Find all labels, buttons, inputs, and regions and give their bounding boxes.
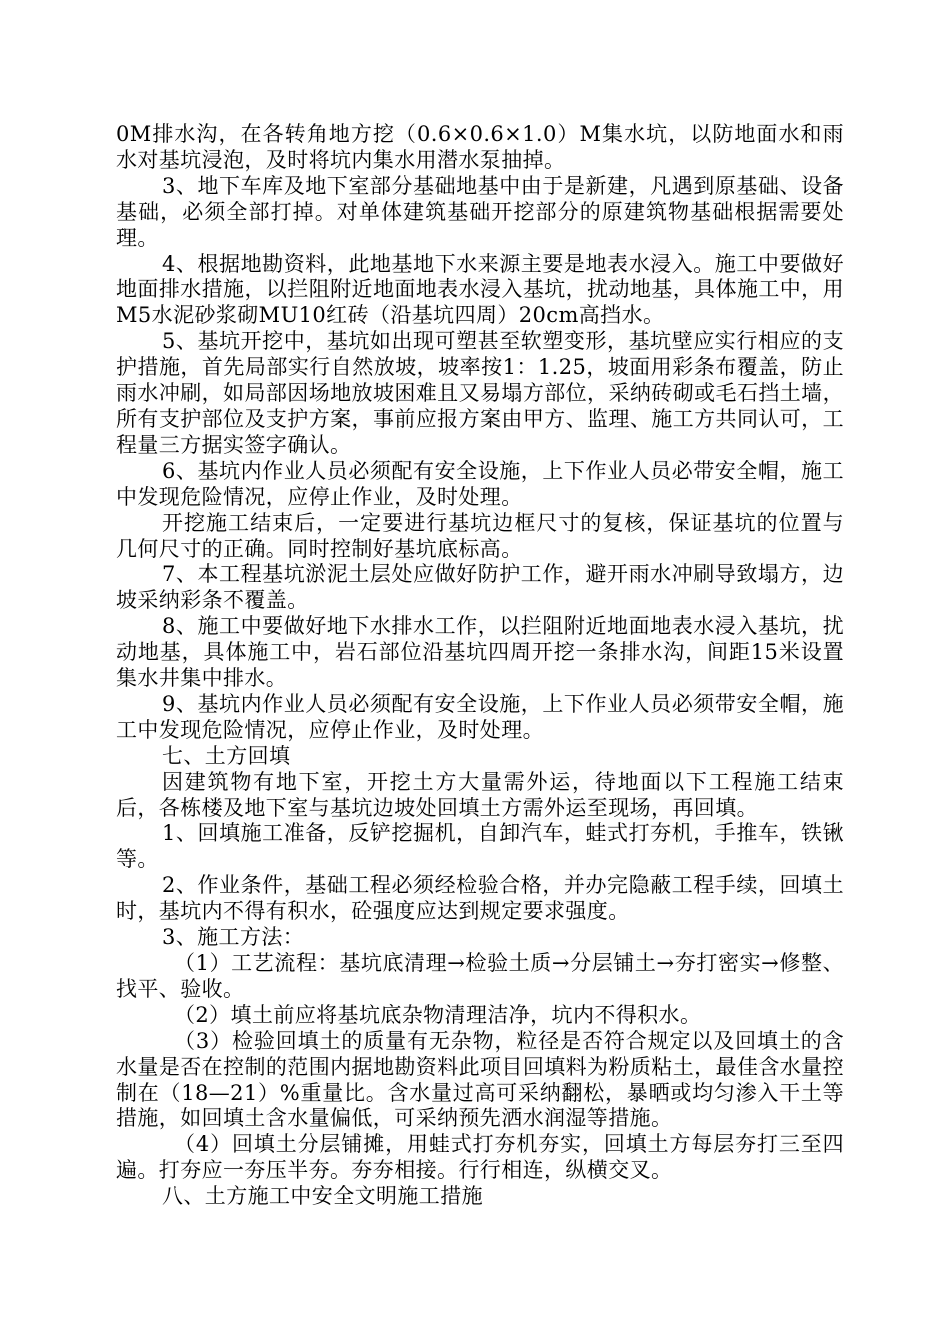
section-heading-safety: 八、土方施工中安全文明施工措施 xyxy=(162,1184,483,1209)
paragraph-method-3: （3）检验回填土的质量有无杂物，粒径是否符合规定以及回填土的含水量是否在控制的范围内据地勘资料此项目回填料为粉质粘土，最佳含水量控制在（18—21）%重量比。含水量过高可采纳翻松，暴晒或均匀渗入干土等措施，如回填土含水量偏低，可采纳预先洒水润湿等措施。 xyxy=(116,1028,844,1131)
paragraph-excavation-end: 开挖施工结束后，一定要进行基坑边框尺寸的复核，保证基坑的位置与几何尺寸的正确。同时控制好基坑底标高。 xyxy=(116,510,844,561)
paragraph-item-4: 4、根据地勘资料，此地基地下水来源主要是地表水浸入。施工中要做好地面排水措施，以拦阻附近地面地表水浸入基坑，扰动地基，具体施工中，用M5水泥砂浆砌MU10红砖（沿基坑四周）20cm高挡水。 xyxy=(116,251,844,328)
paragraph-backfill-intro: 因建筑物有地下室，开挖土方大量需外运，待地面以下工程施工结束后，各栋楼及地下室与基坑边坡处回填土方需外运至现场，再回填。 xyxy=(116,769,844,820)
paragraph-item-8: 8、施工中要做好地下水排水工作，以拦阻附近地面地表水浸入基坑，扰动地基，具体施工中，岩石部位沿基坑四周开挖一条排水沟，间距15米设置集水井集中排水。 xyxy=(116,614,844,691)
paragraph-item-7: 7、本工程基坑淤泥土层处应做好防护工作，避开雨水冲刷导致塌方，边坡采纳彩条不覆盖。 xyxy=(116,562,844,613)
section-heading-backfill: 七、土方回填 xyxy=(162,743,291,768)
paragraph-method-2: （2）填土前应将基坑底杂物清理洁净，坑内不得积水。 xyxy=(174,1002,702,1027)
paragraph-drainage-continued: 0M排水沟，在各转角地方挖（0.6×0.6×1.0）M集水坑，以防地面水和雨水对基坑浸泡，及时将坑内集水用潜水泵抽掉。 xyxy=(116,122,844,172)
document-page xyxy=(116,122,844,1210)
paragraph-backfill-item-2: 2、作业条件，基础工程必须经检验合格，并办完隐蔽工程手续，回填土时，基坑内不得有积水，砼强度应达到规定要求强度。 xyxy=(116,873,844,924)
paragraph-item-3: 3、地下车库及地下室部分基础地基中由于是新建，凡遇到原基础、设备基础，必须全部打掉。对单体建筑基础开挖部分的原建筑物基础根据需要处理。 xyxy=(116,173,844,250)
paragraph-method-4: （4）回填土分层铺摊，用蛙式打夯机夯实，回填土方每层夯打三至四遍。打夯应一夯压半夯。夯夯相接。行行相连，纵横交叉。 xyxy=(116,1132,844,1183)
paragraph-backfill-item-1: 1、回填施工准备，反铲挖掘机，自卸汽车，蛙式打夯机，手推车，铁锹等。 xyxy=(116,821,844,872)
paragraph-item-9: 9、基坑内作业人员必须配有安全设施，上下作业人员必须带安全帽，施工中发现危险情况，应停止作业，及时处理。 xyxy=(116,691,844,742)
paragraph-item-6: 6、基坑内作业人员必须配有安全设施，上下作业人员必带安全帽，施工中发现危险情况，应停止作业，及时处理。 xyxy=(116,458,844,509)
paragraph-backfill-item-3: 3、施工方法： xyxy=(162,925,305,950)
paragraph-item-5: 5、基坑开挖中，基坑如出现可塑甚至软塑变形，基坑壁应实行相应的支护措施，首先局部实行自然放坡，坡率按1：1.25，坡面用彩条布覆盖，防止雨水冲刷，如局部因场地放坡困难且又易塌方部位，采纳砖砌或毛石挡土墙，所有支护部位及支护方案，事前应报方案由甲方、监理、施工方共同认可，工程量三方据实签字确认。 xyxy=(116,329,844,457)
paragraph-method-1: （1）工艺流程：基坑底清理→检验土质→分层铺土→夯打密实→修整、找平、验收。 xyxy=(116,951,844,1001)
